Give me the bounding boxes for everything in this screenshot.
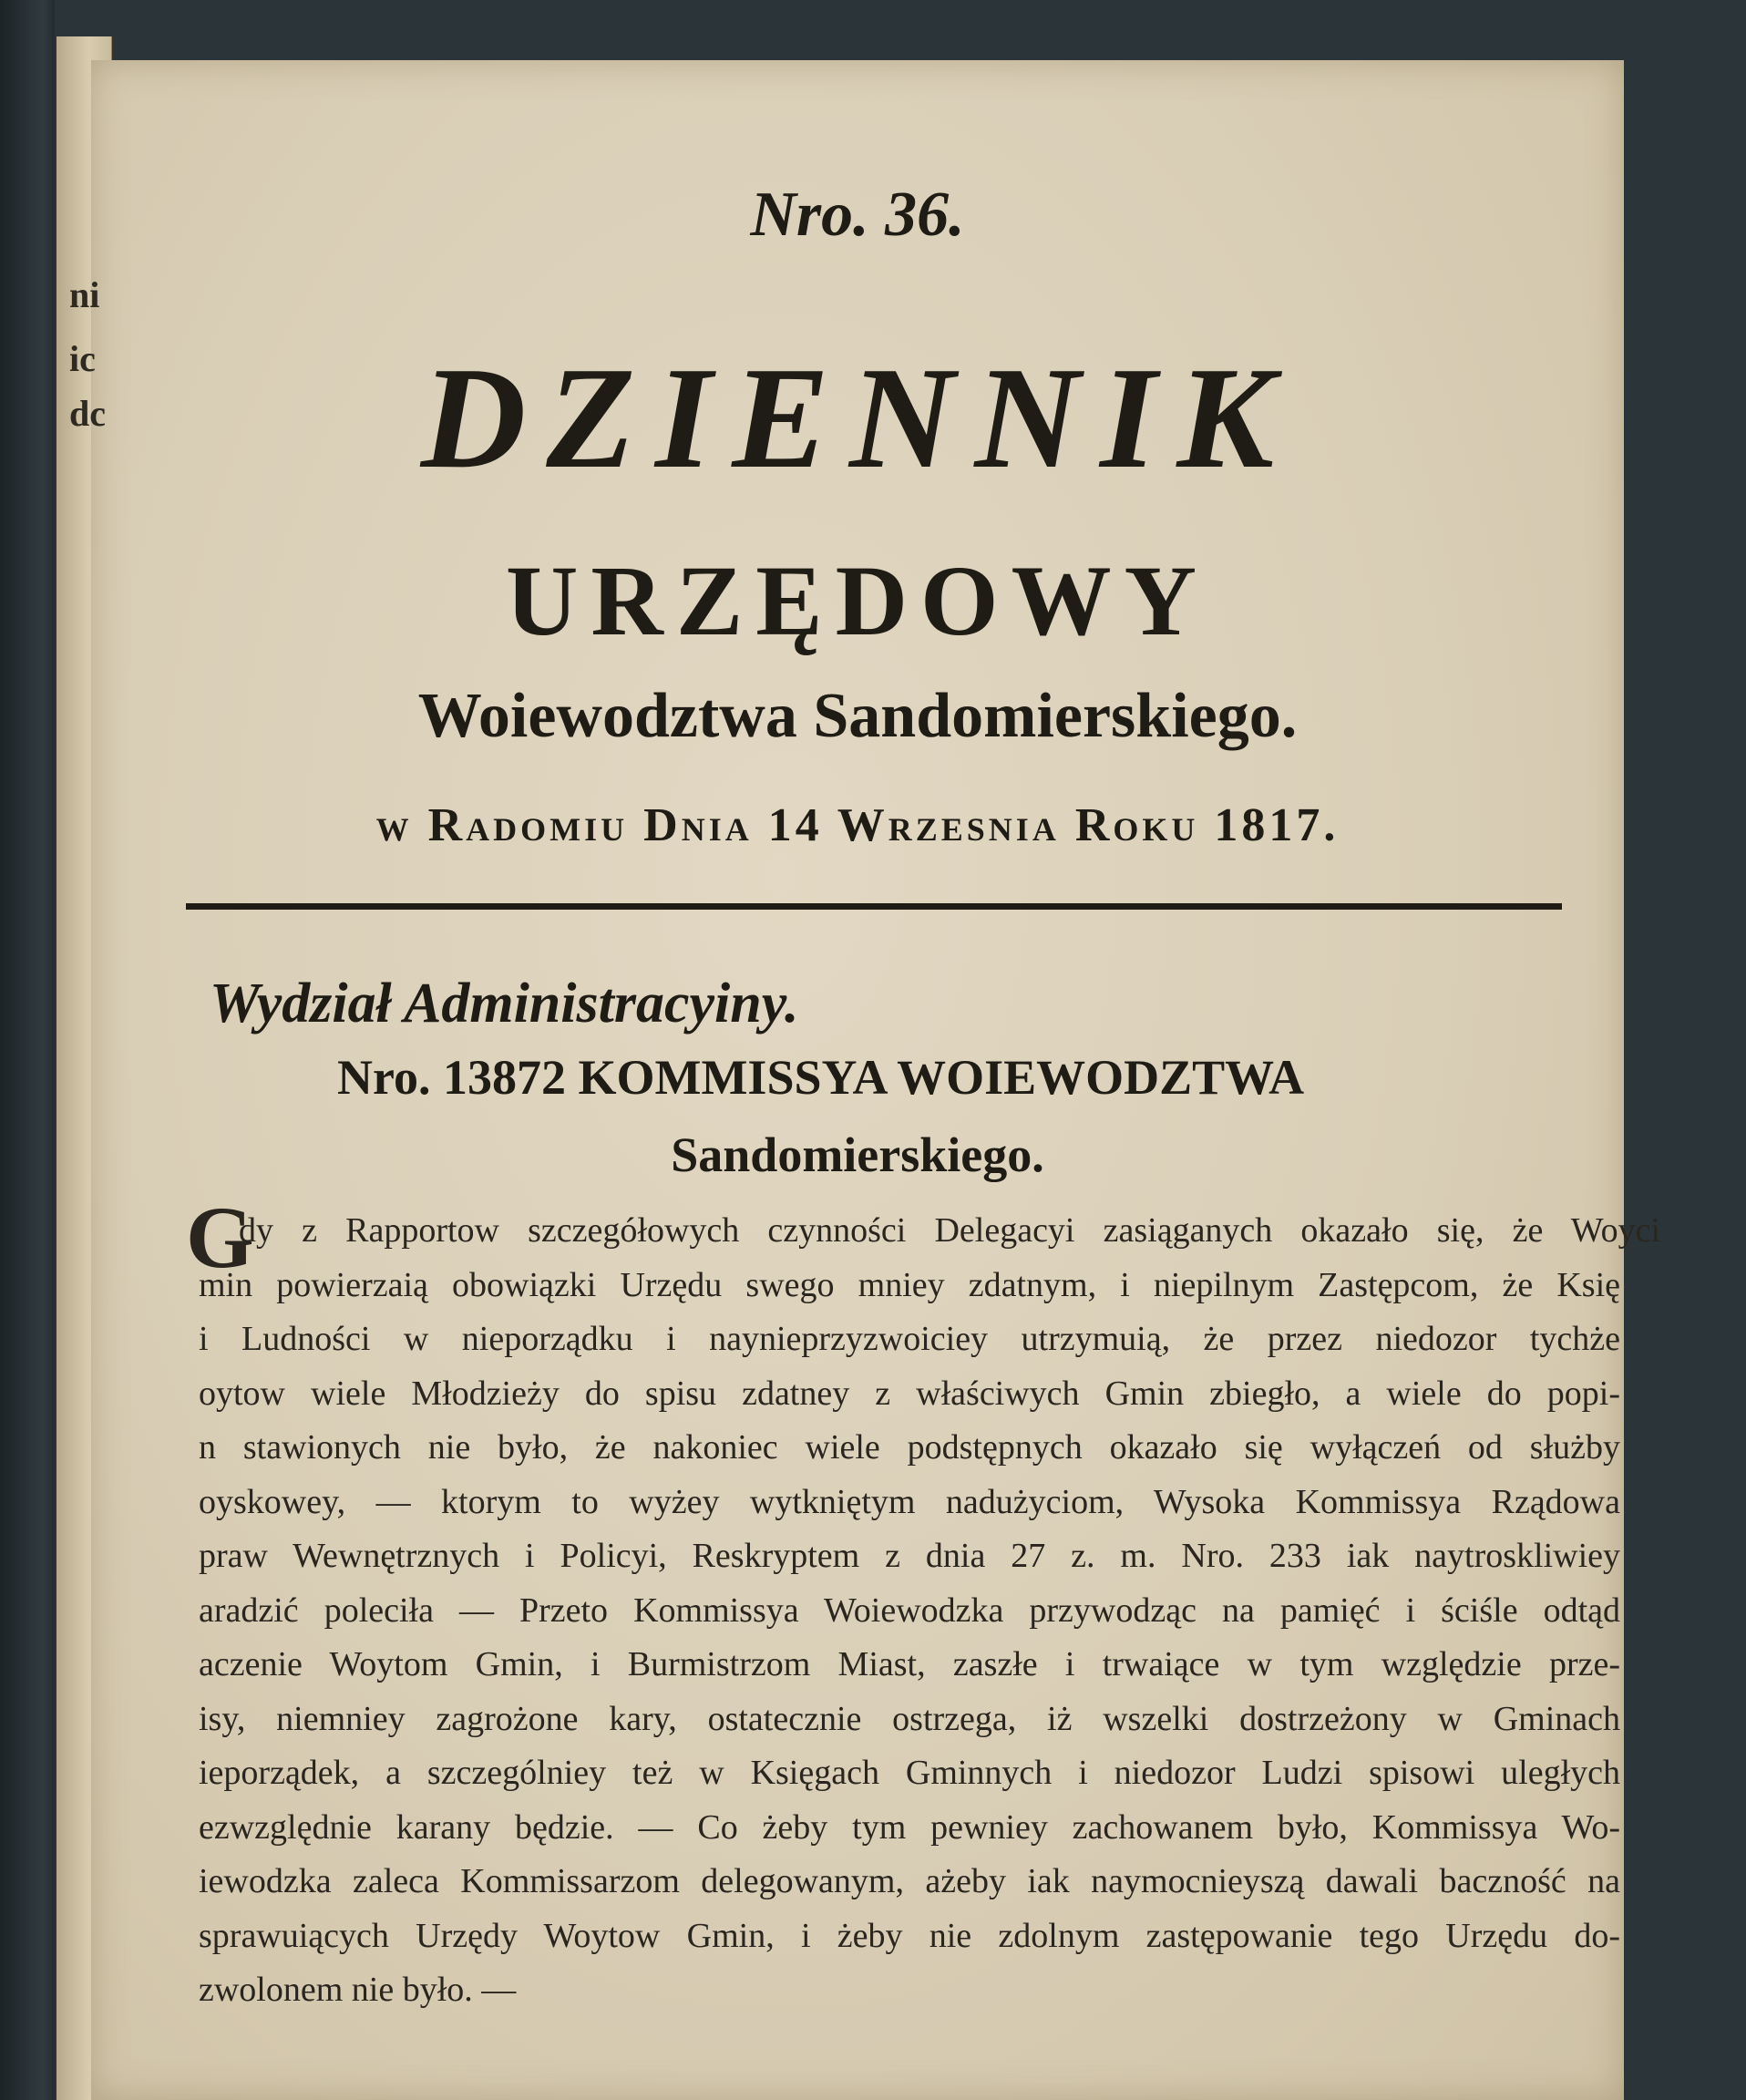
body-line: n stawionych nie było, że nakoniec wiele podstępnych okazało się wyłączeń od służby: [199, 1428, 1620, 1467]
newspaper-subtitle: URZĘDOWY: [505, 545, 1210, 656]
body-line: dy z Rapportow szczegółowych czynności Delegacyi zasiąganych okazało się, że Woyci: [239, 1211, 1660, 1250]
article-heading-continued: Sandomierskiego.: [671, 1127, 1044, 1182]
margin-fragment: ni: [69, 274, 100, 315]
body-line: oytow wiele Młodzieży do spisu zdatney z właściwych Gmin zbiegło, a wiele do popi-: [199, 1374, 1620, 1413]
document-page: [91, 60, 1660, 2100]
section-title: Wydział Administracyiny.: [210, 973, 799, 1035]
body-line: iewodzka zaleca Kommissarzom delegowanym, ażeby iak naymocnieyszą dawali baczność na: [199, 1862, 1620, 1900]
article-body: [199, 1204, 1660, 2018]
margin-fragment: dc: [69, 393, 106, 434]
body-line: zwolonem nie było. —: [199, 1971, 517, 2009]
body-line: ieporządek, a szczególniey też w Księgach Gminnych i niedozor Ludzi spisowi uległych: [199, 1754, 1620, 1792]
body-line: aradzić poleciła — Przeto Kommissya Woiewodzka przywodząc na pamięć i ściśle odtąd: [199, 1590, 1620, 1630]
body-line: isy, niemniey zagrożone kary, ostatecznie ostrzega, iż wszelki dostrzeżony w Gminach: [199, 1699, 1620, 1738]
body-line: ezwzględnie karany będzie. — Co żeby tym pewniey zachowanem było, Kommissya Wo-: [199, 1807, 1620, 1847]
header-rule: [186, 903, 1562, 910]
newspaper-title: DZIENNIK: [420, 336, 1295, 499]
body-line: i Ludności w nieporządku i naynieprzyzwoiciey utrzymuią, że przez niedozor tychże: [199, 1320, 1620, 1358]
margin-fragment: ic: [69, 338, 96, 379]
voivodeship-line: Woiewodztwa Sandomierskiego.: [417, 681, 1298, 751]
issue-number: Nro. 36.: [750, 180, 965, 250]
binding-edge: [0, 0, 55, 2100]
body-line: aczenie Woytom Gmin, i Burmistrzom Miast, zaszłe i trwaiące w tym względzie prze-: [199, 1645, 1620, 1683]
body-line: praw Wewnętrznych i Policyi, Reskryptem z dnia 27 z. m. Nro. 233 iak naytroskliwiey: [199, 1537, 1620, 1575]
dateline: w Radomiu Dnia 14 Wrzesnia Roku 1817.: [375, 799, 1340, 851]
body-line: oyskowey, — ktorym to wyżey wytkniętym nadużyciom, Wysoka Kommissya Rządowa: [199, 1482, 1620, 1521]
article-heading: Nro. 13872 KOMMISSYA WOIEWODZTWA: [337, 1050, 1305, 1105]
drop-cap: G: [186, 1189, 254, 1286]
body-line: sprawuiących Urzędy Woytow Gmin, i żeby nie zdolnym zastępowanie tego Urzędu do-: [199, 1916, 1620, 1955]
body-line: min powierzaią obowiązki Urzędu swego mniey zdatnym, i niepilnym Zastępcom, że Księ: [199, 1265, 1620, 1304]
